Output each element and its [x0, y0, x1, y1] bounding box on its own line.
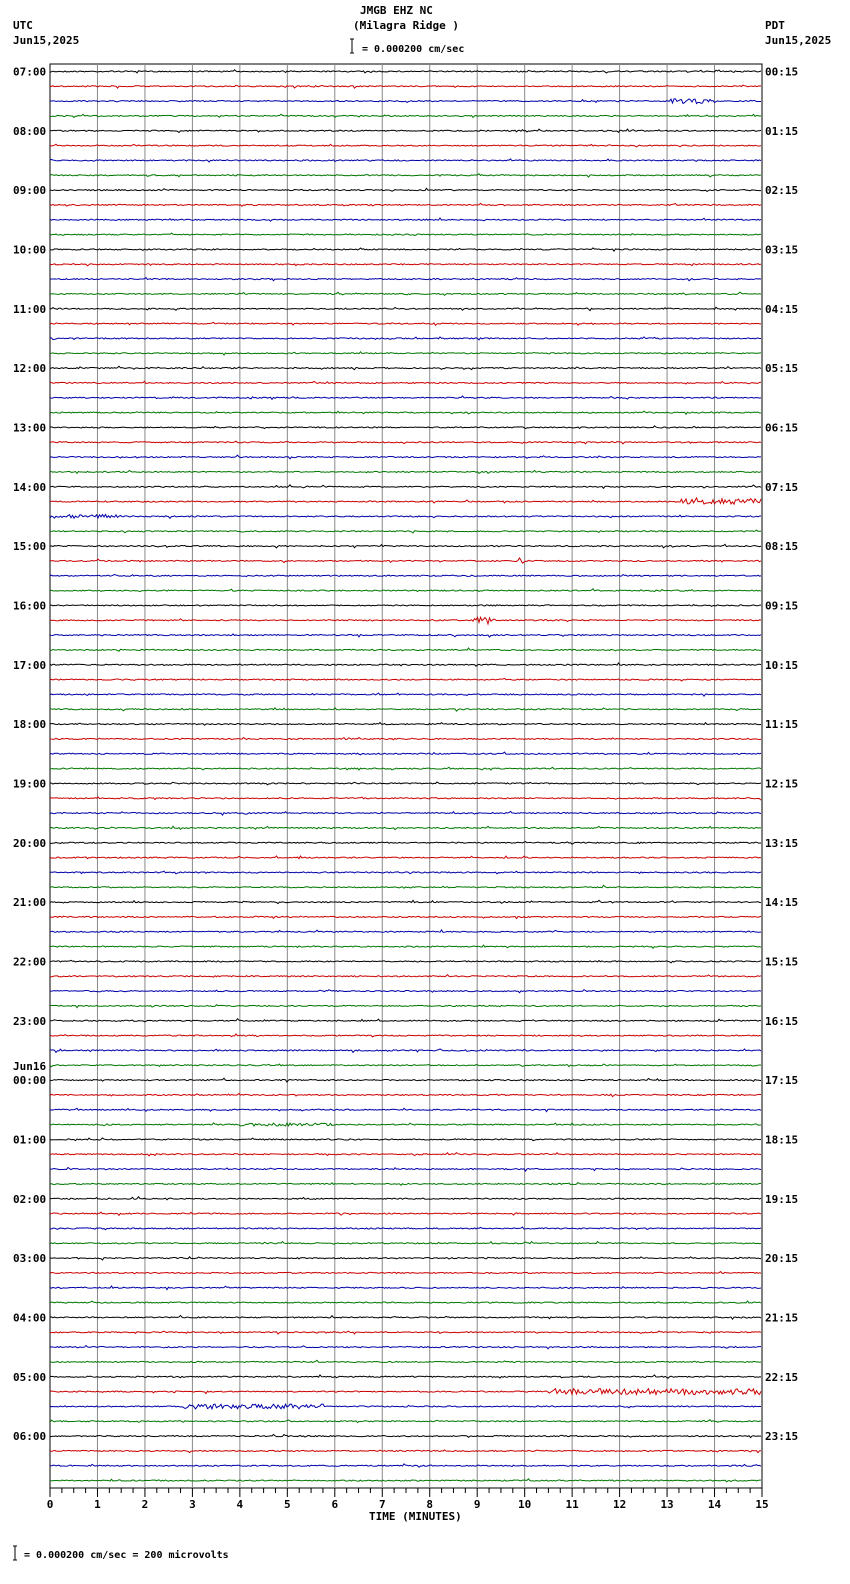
pdt-hour-label: 11:15 [765, 718, 799, 732]
trace-line [50, 900, 761, 903]
utc-date-label: Jun16 [13, 1060, 47, 1074]
utc-hour-label: 22:00 [13, 955, 47, 969]
utc-hour-label: 11:00 [13, 302, 47, 316]
utc-hour-label: 10:00 [13, 243, 47, 257]
scale-label: = 0.000200 cm/sec [362, 44, 465, 55]
utc-hour-label: 04:00 [13, 1311, 47, 1325]
x-tick-label: 12 [612, 1498, 627, 1511]
trace-line [50, 292, 761, 295]
pdt-hour-label: 09:15 [765, 599, 799, 613]
trace-line [50, 1315, 761, 1319]
trace-line [50, 159, 761, 162]
trace-line [50, 693, 761, 696]
trace-line [50, 1108, 761, 1111]
x-tick-label: 1 [94, 1498, 101, 1511]
trace-line [50, 1301, 761, 1303]
x-tick-label: 4 [236, 1498, 244, 1511]
utc-hour-label: 17:00 [13, 658, 47, 672]
pdt-hour-label: 17:15 [765, 1074, 799, 1088]
trace-line [50, 233, 761, 235]
trace-line [50, 1197, 761, 1200]
trace-line [50, 1064, 761, 1067]
x-tick-label: 14 [707, 1498, 722, 1511]
x-tick-label: 6 [331, 1498, 339, 1511]
trace-line [50, 455, 761, 459]
location-subtitle: (Milagra Ridge ) [353, 19, 459, 32]
trace-line [50, 737, 761, 739]
x-tick-label: 8 [426, 1498, 434, 1511]
trace-line [50, 1227, 761, 1230]
trace-line [50, 366, 761, 370]
trace-line [50, 1479, 761, 1482]
trace-line [50, 1094, 761, 1097]
footer-scale-label: = 0.000200 cm/sec = 200 microvolts [24, 1550, 229, 1561]
pdt-hour-label: 20:15 [765, 1252, 799, 1266]
utc-hour-label: 08:00 [13, 124, 47, 138]
trace-line [50, 1168, 761, 1172]
utc-hour-label: 14:00 [13, 480, 47, 494]
trace-line [50, 1450, 761, 1453]
trace-line [50, 930, 761, 932]
trace-line [50, 352, 761, 355]
utc-hour-label: 06:00 [13, 1430, 47, 1444]
trace-line [50, 1272, 761, 1274]
trace-line [50, 85, 761, 88]
trace-line [50, 960, 761, 963]
utc-hour-label: 16:00 [13, 599, 47, 613]
pdt-hour-label: 16:15 [765, 1014, 799, 1028]
pdt-hour-label: 22:15 [765, 1370, 799, 1384]
trace-line [50, 589, 761, 592]
trace-line [50, 1212, 761, 1215]
trace-line [50, 1360, 761, 1362]
trace-line [50, 945, 761, 948]
trace-line [50, 723, 761, 726]
left-timezone: UTC [13, 19, 33, 32]
utc-hour-label: 21:00 [13, 896, 47, 910]
trace-line [50, 1434, 761, 1437]
utc-hour-label: 15:00 [13, 540, 47, 554]
trace-line [50, 1375, 761, 1378]
x-tick-label: 3 [189, 1498, 196, 1511]
trace-line [50, 396, 761, 399]
x-tick-label: 7 [378, 1498, 386, 1511]
trace-line [50, 99, 761, 104]
trace-line [50, 885, 761, 888]
trace-line [50, 144, 761, 147]
pdt-hour-label: 02:15 [765, 184, 799, 198]
pdt-hour-label: 23:15 [765, 1430, 799, 1444]
pdt-hour-label: 05:15 [765, 362, 799, 376]
x-tick-label: 9 [473, 1498, 481, 1511]
trace-line [50, 1404, 761, 1409]
pdt-hour-label: 08:15 [765, 540, 799, 554]
utc-hour-label: 19:00 [13, 777, 47, 791]
trace-line [50, 782, 761, 785]
trace-line [50, 514, 761, 518]
trace-line [50, 648, 761, 651]
x-tick-label: 10 [518, 1498, 532, 1511]
trace-line [50, 678, 761, 681]
trace-line [50, 174, 761, 177]
trace-line [50, 485, 761, 489]
trace-line [50, 411, 761, 414]
trace-line [50, 1078, 761, 1082]
pdt-hour-label: 06:15 [765, 421, 799, 435]
x-tick-label: 15 [755, 1498, 769, 1511]
trace-line [50, 114, 761, 117]
utc-hour-label: 13:00 [13, 421, 47, 435]
trace-line [50, 1123, 761, 1126]
pdt-hour-label: 04:15 [765, 302, 799, 316]
utc-hour-label: 09:00 [13, 184, 47, 198]
utc-hour-label: 12:00 [13, 362, 47, 376]
x-tick-label: 11 [565, 1498, 579, 1511]
trace-line [50, 916, 761, 919]
trace-line [50, 70, 761, 73]
trace-line [50, 1389, 761, 1395]
trace-line [50, 1034, 761, 1037]
trace-line [50, 307, 761, 310]
trace-line [50, 708, 761, 711]
utc-hour-label: 00:00 [13, 1074, 47, 1088]
pdt-hour-label: 21:15 [765, 1311, 799, 1325]
trace-line [50, 1257, 761, 1260]
pdt-hour-label: 13:15 [765, 836, 799, 850]
trace-line [50, 129, 761, 132]
trace-line [50, 530, 761, 533]
right-date: Jun15,2025 [765, 34, 832, 47]
utc-hour-label: 03:00 [13, 1252, 47, 1266]
pdt-hour-label: 10:15 [765, 658, 799, 672]
pdt-hour-label: 14:15 [765, 896, 799, 910]
trace-line [50, 1331, 761, 1334]
trace-line [50, 752, 761, 755]
trace-line [50, 1420, 761, 1423]
trace-line [50, 1464, 761, 1467]
trace-line [50, 767, 761, 770]
trace-line [50, 842, 761, 845]
trace-line [50, 990, 761, 993]
station-title: JMGB EHZ NC [360, 4, 433, 17]
trace-line [50, 278, 761, 281]
pdt-hour-label: 18:15 [765, 1133, 799, 1147]
trace-line [50, 248, 761, 251]
plot-frame [50, 64, 762, 1488]
pdt-hour-label: 19:15 [765, 1192, 799, 1206]
trace-line [50, 1138, 761, 1141]
trace-line [50, 381, 761, 384]
x-tick-label: 0 [46, 1498, 54, 1511]
trace-line [50, 574, 761, 576]
utc-hour-label: 02:00 [13, 1192, 47, 1206]
x-tick-label: 2 [141, 1498, 149, 1511]
trace-line [50, 1019, 761, 1022]
pdt-hour-label: 12:15 [765, 777, 799, 791]
trace-line [50, 441, 761, 444]
utc-hour-label: 07:00 [13, 65, 47, 79]
utc-hour-label: 23:00 [13, 1014, 47, 1028]
trace-line [50, 826, 761, 829]
pdt-hour-label: 00:15 [765, 65, 799, 79]
trace-line [50, 203, 761, 206]
trace-line [50, 426, 761, 429]
right-timezone: PDT [765, 19, 785, 32]
trace-line [50, 1049, 761, 1053]
trace-line [50, 322, 761, 325]
trace-line [50, 337, 761, 340]
trace-line [50, 797, 761, 800]
utc-hour-label: 20:00 [13, 836, 47, 850]
trace-line [50, 975, 761, 978]
trace-line [50, 1286, 761, 1290]
trace-line [50, 811, 761, 815]
trace-line [50, 871, 761, 874]
pdt-hour-label: 15:15 [765, 955, 799, 969]
trace-line [50, 663, 761, 666]
trace-line [50, 218, 761, 221]
pdt-hour-label: 07:15 [765, 480, 799, 494]
x-axis-label: TIME (MINUTES) [369, 1510, 462, 1523]
utc-hour-label: 01:00 [13, 1133, 47, 1147]
trace-line [50, 1183, 761, 1186]
trace-line [50, 544, 761, 548]
trace-line [50, 498, 761, 504]
pdt-hour-label: 03:15 [765, 243, 799, 257]
trace-line [50, 558, 761, 563]
pdt-hour-label: 01:15 [765, 124, 799, 138]
utc-hour-label: 18:00 [13, 718, 47, 732]
trace-line [50, 188, 761, 191]
trace-line [50, 1153, 761, 1156]
x-tick-label: 13 [660, 1498, 674, 1511]
trace-line [50, 1005, 761, 1008]
left-date: Jun15,2025 [13, 34, 80, 47]
trace-line [50, 1242, 761, 1245]
trace-line [50, 1346, 761, 1349]
trace-line [50, 617, 761, 624]
trace-line [50, 856, 761, 859]
trace-line [50, 605, 761, 607]
utc-hour-label: 05:00 [13, 1370, 47, 1384]
trace-line [50, 264, 761, 266]
trace-line [50, 634, 761, 637]
x-tick-label: 5 [284, 1498, 291, 1511]
trace-line [50, 470, 761, 473]
